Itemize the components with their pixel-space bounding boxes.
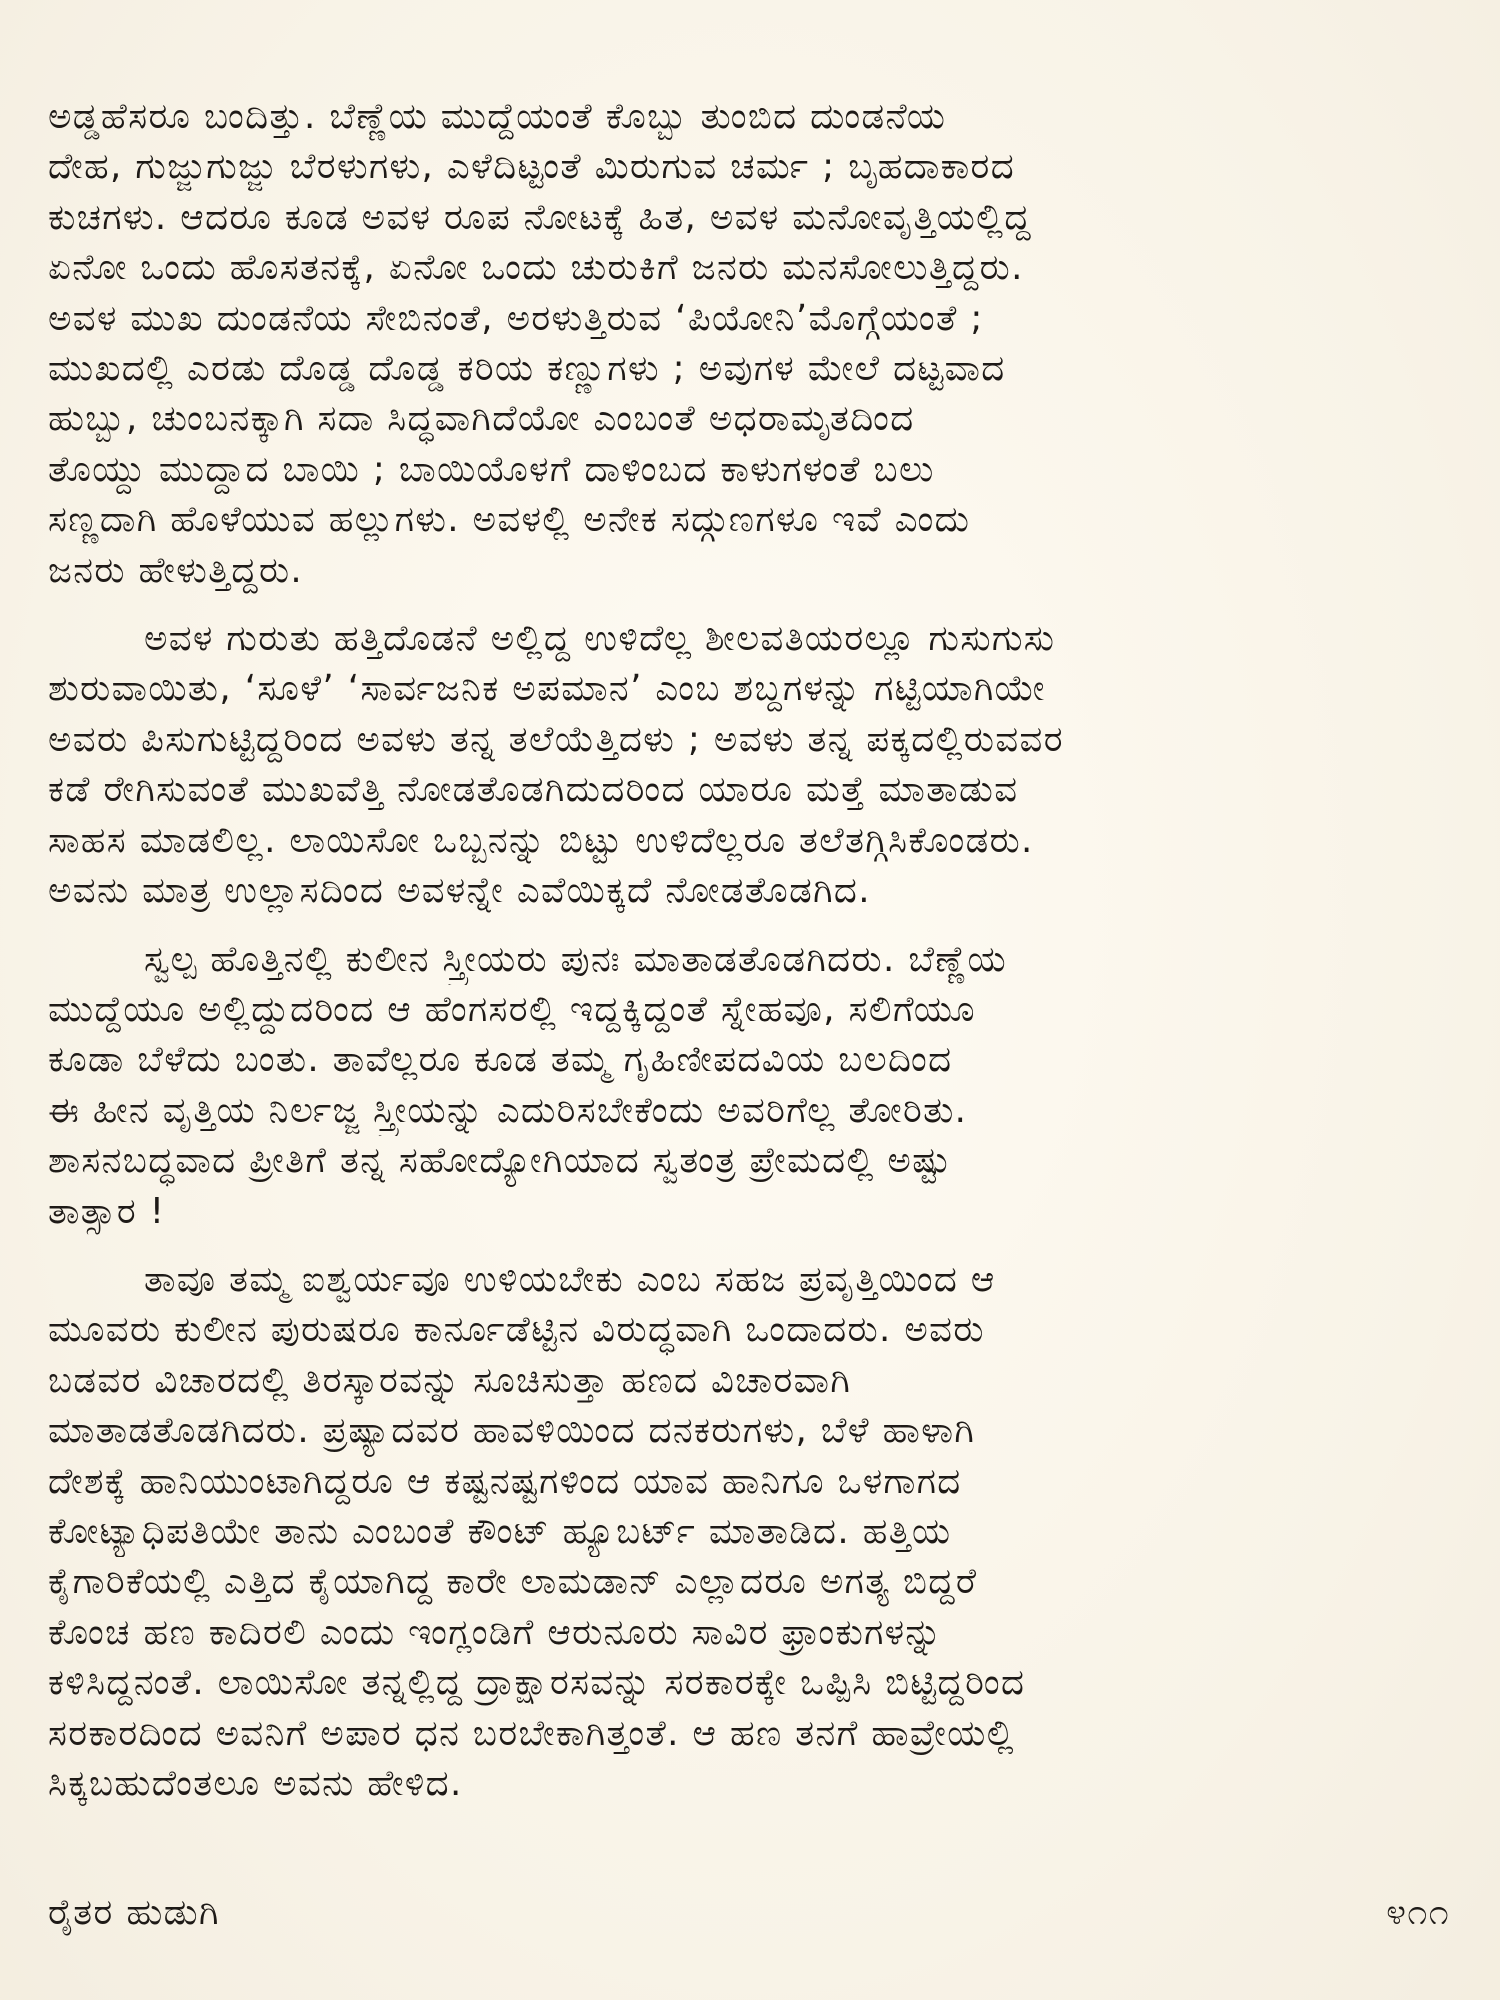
text-line: ಸಿಕ್ಕಬಹುದೆಂತಲೂ ಅವನು ಹೇಳಿದ. <box>48 1763 463 1804</box>
text-line: ದೇಶಕ್ಕೆ ಹಾನಿಯುಂಟಾಗಿದ್ದರೂ ಆ ಕಷ್ಟನಷ್ಟಗಳಿಂದ ಯಾವ ಹಾನಿಗೂ ಒಳಗಾಗದ <box>48 1460 962 1502</box>
text-line: ಕಳಿಸಿದ್ದನಂತೆ. ಲಾಯಿಸೋ ತನ್ನಲ್ಲಿದ್ದ ದ್ರಾಕ್ಷಾರಸವನ್ನು ಸರಕಾರಕ್ಕೇ ಒಪ್ಪಿಸಿ ಬಿಟ್ಟಿದ್ದರಿಂದ <box>48 1662 1026 1704</box>
text-line: ತಾವೂ ತಮ್ಮ ಐಶ್ವರ್ಯವೂ ಉಳಿಯಬೇಕು ಎಂಬ ಸಹಜ ಪ್ರವೃತ್ತಿಯಿಂದ ಆ <box>144 1258 996 1300</box>
page-footer <box>48 1892 1450 1946</box>
paragraph-3 <box>48 935 1450 1237</box>
text-line: ಮುದ್ದೆಯೂ ಅಲ್ಲಿದ್ದುದರಿಂದ ಆ ಹೆಂಗಸರಲ್ಲಿ ಇದ್ದಕ್ಕಿದ್ದಂತೆ ಸ್ನೇಹವೂ, ಸಲಿಗೆಯೂ <box>48 988 976 1030</box>
text-line: ತಾತ್ಸಾರ ! <box>48 1190 166 1232</box>
text-line: ಏನೋ ಒಂದು ಹೊಸತನಕ್ಕೆ, ಏನೋ ಒಂದು ಚುರುಕಿಗೆ ಜನರು ಮನಸೋಲುತ್ತಿದ್ದರು. <box>48 247 1024 289</box>
text-line: ಕುಚಗಳು. ಆದರೂ ಕೂಡ ಅವಳ ರೂಪ ನೋಟಕ್ಕೆ ಹಿತ, ಅವಳ ಮನೋವೃತ್ತಿಯಲ್ಲಿದ್ದ <box>48 196 1032 238</box>
book-title: ರೈತರ ಹುಡುಗಿ <box>48 1892 220 1933</box>
paragraph-1 <box>48 92 1450 596</box>
text-line: ದೇಹ, ಗುಜ್ಜುಗುಜ್ಜು ಬೆರಳುಗಳು, ಎಳೆದಿಟ್ಟಂತೆ ಮಿರುಗುವ ಚರ್ಮ ; ಬೃಹದಾಕಾರದ <box>48 146 1016 188</box>
text-line: ಕೋಟ್ಯಾಧಿಪತಿಯೇ ತಾನು ಎಂಬಂತೆ ಕೌಂಟ್ ಹ್ಯೂಬರ್ಟ್ ಮಾತಾಡಿದ. ಹತ್ತಿಯ <box>48 1510 952 1552</box>
text-line: ಅವನು ಮಾತ್ರ ಉಲ್ಲಾಸದಿಂದ ಅವಳನ್ನೇ ಎವೆಯಿಕ್ಕದೆ ನೋಡತೊಡಗಿದ. <box>48 870 871 912</box>
page-number: ೪೧೧ <box>1386 1892 1450 1933</box>
paragraph-2 <box>48 614 1450 916</box>
text-line: ಮೂವರು ಕುಲೀನ ಪುರುಷರೂ ಕಾರ್ನೂಡೆಟ್ಟಿನ ವಿರುದ್ಧವಾಗಿ ಒಂದಾದರು. ಅವರು <box>48 1309 985 1351</box>
text-line: ಹುಬ್ಬು, ಚುಂಬನಕ್ಕಾಗಿ ಸದಾ ಸಿದ್ಧವಾಗಿದೆಯೋ ಎಂಬಂತೆ ಅಧರಾಮೃತದಿಂದ <box>48 398 915 440</box>
text-line: ತೊಯ್ದು ಮುದ್ದಾದ ಬಾಯಿ ; ಬಾಯಿಯೊಳಗೆ ದಾಳಿಂಬದ ಕಾಳುಗಳಂತೆ ಬಲು <box>48 448 935 490</box>
text-line: ಜನರು ಹೇಳುತ್ತಿದ್ದರು. <box>48 549 304 591</box>
text-line: ಮಾತಾಡತೊಡಗಿದರು. ಪ್ರಷ್ಯಾದವರ ಹಾವಳಿಯಿಂದ ದನಕರುಗಳು, ಬೆಳೆ ಹಾಳಾಗಿ <box>48 1410 976 1452</box>
text-line: ಮುಖದಲ್ಲಿ ಎರಡು ದೊಡ್ಡ ದೊಡ್ಡ ಕರಿಯ ಕಣ್ಣುಗಳು ; ಅವುಗಳ ಮೇಲೆ ದಟ್ಟವಾದ <box>48 348 1006 390</box>
text-line: ಅವಳ ಮುಖ ದುಂಡನೆಯ ಸೇಬಿನಂತೆ, ಅರಳುತ್ತಿರುವ ‘ಪಿಯೋನಿ’ಮೊಗ್ಗೆಯಂತೆ ; <box>48 297 984 339</box>
text-line: ಸಣ್ಣದಾಗಿ ಹೊಳೆಯುವ ಹಲ್ಲುಗಳು. ಅವಳಲ್ಲಿ ಅನೇಕ ಸದ್ಗುಣಗಳೂ ಇವೆ ಎಂದು <box>48 499 971 541</box>
text-line: ಅಡ್ಡಹೆಸರೂ ಬಂದಿತ್ತು. ಬೆಣ್ಣೆಯ ಮುದ್ದೆಯಂತೆ ಕೊಬ್ಬು ತುಂಬಿದ ದುಂಡನೆಯ <box>48 96 947 137</box>
text-line: ಕೈಗಾರಿಕೆಯಲ್ಲಿ ಎತ್ತಿದ ಕೈಯಾಗಿದ್ದ ಕಾರೇ ಲಾಮಡಾನ್ ಎಲ್ಲಾದರೂ ಅಗತ್ಯ ಬಿದ್ದರೆ <box>48 1561 978 1603</box>
text-line: ಸಾಹಸ ಮಾಡಲಿಲ್ಲ. ಲಾಯಿಸೋ ಒಬ್ಬನನ್ನು ಬಿಟ್ಟು ಉಳಿದೆಲ್ಲರೂ ತಲೆತಗ್ಗಿಸಿಕೊಂಡರು. <box>48 819 1034 861</box>
text-line: ಶಾಸನಬದ್ಧವಾದ ಪ್ರೀತಿಗೆ ತನ್ನ ಸಹೋದ್ಯೋಗಿಯಾದ ಸ್ವತಂತ್ರ ಪ್ರೇಮದಲ್ಲಿ ಅಷ್ಟು <box>48 1140 952 1182</box>
text-line: ಸ್ವಲ್ಪ ಹೊತ್ತಿನಲ್ಲಿ ಕುಲೀನ ಸ್ತ್ರೀಯರು ಪುನಃ ಮಾತಾಡತೊಡಗಿದರು. ಬೆಣ್ಣೆಯ <box>144 938 1008 980</box>
paragraph-4 <box>48 1255 1450 1809</box>
text-line: ಶುರುವಾಯಿತು, ‘ಸೂಳೆ’ ‘ಸಾರ್ವಜನಿಕ ಅಪಮಾನ’ ಎಂಬ ಶಬ್ದಗಳನ್ನು ಗಟ್ಟಿಯಾಗಿಯೇ <box>48 668 1046 710</box>
body-text <box>48 92 1450 1809</box>
text-line: ಈ ಹೀನ ವೃತ್ತಿಯ ನಿರ್ಲಜ್ಜ ಸ್ತ್ರೀಯನ್ನು ಎದುರಿಸಬೇಕೆಂದು ಅವರಿಗೆಲ್ಲ ತೋರಿತು. <box>48 1089 968 1131</box>
text-line: ಕಡೆ ರೇಗಿಸುವಂತೆ ಮುಖವೆತ್ತಿ ನೋಡತೊಡಗಿದುದರಿಂದ ಯಾರೂ ಮತ್ತೆ ಮಾತಾಡುವ <box>48 769 1019 811</box>
text-line: ಕೂಡಾ ಬೆಳೆದು ಬಂತು. ತಾವೆಲ್ಲರೂ ಕೂಡ ತಮ್ಮ ಗೃಹಿಣೀಪದವಿಯ ಬಲದಿಂದ <box>48 1039 953 1081</box>
text-line: ಅವರು ಪಿಸುಗುಟ್ಟಿದ್ದರಿಂದ ಅವಳು ತನ್ನ ತಲೆಯೆತ್ತಿದಳು ; ಅವಳು ತನ್ನ ಪಕ್ಕದಲ್ಲಿರುವವರ <box>48 718 1064 760</box>
text-line: ಸರಕಾರದಿಂದ ಅವನಿಗೆ ಅಪಾರ ಧನ ಬರಬೇಕಾಗಿತ್ತಂತೆ. ಆ ಹಣ ತನಗೆ ಹಾವ್ರೇಯಲ್ಲಿ <box>48 1712 1015 1754</box>
text-line: ಅವಳ ಗುರುತು ಹತ್ತಿದೊಡನೆ ಅಲ್ಲಿದ್ದ ಉಳಿದೆಲ್ಲ ಶೀಲವತಿಯರಲ್ಲೂ ಗುಸುಗುಸು <box>144 618 1056 660</box>
text-line: ಬಡವರ ವಿಚಾರದಲ್ಲಿ ತಿರಸ್ಕಾರವನ್ನು ಸೂಚಿಸುತ್ತಾ ಹಣದ ವಿಚಾರವಾಗಿ <box>48 1359 852 1401</box>
text-line: ಕೊಂಚ ಹಣ ಕಾದಿರಲಿ ಎಂದು ಇಂಗ್ಲಂಡಿಗೆ ಆರುನೂರು ಸಾವಿರ ಫ್ರಾಂಕುಗಳನ್ನು <box>48 1611 943 1653</box>
